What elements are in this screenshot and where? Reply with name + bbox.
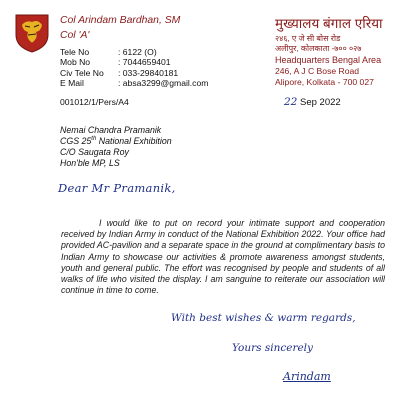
salutation: Dear Mr Pramanik, — [58, 181, 176, 195]
letter-body: I would like to put on record your intimate support and cooperation received by Indian Army in conduct of the National Exhibition 2022. Your office had provided AC-pavilion and a separate space in the ground at complimentary basis to Indian Army to showcase our activities & promote awareness amongst students, youth and general public. The effort was recognised by people and students of all walks of life who visited the display. I am sanguine to reiterate our association will continue in time to come. — [61, 218, 385, 296]
letter-date — [284, 96, 341, 108]
sender-name: Col Arindam Bardhan, SM — [60, 15, 181, 26]
contact-label: E Mail — [60, 77, 84, 88]
signature: Arindam — [283, 370, 331, 383]
reference-number: 001012/1/Pers/A4 — [60, 97, 129, 107]
addressee-designation: CGS 25th National Exhibition — [60, 136, 172, 146]
hq-city-hindi: अलीपुर, कोलकाता -७०० ०२७ — [275, 44, 362, 53]
addressee-care-of: C/O Saugata Roy — [60, 147, 129, 157]
hq-title: Headquarters Bengal Area — [275, 55, 382, 65]
hq-city: Alipore, Kolkata - 700 027 — [275, 77, 374, 87]
contact-value: : absa3299@gmail.com — [118, 77, 209, 88]
hq-address: 246, A J C Bose Road — [275, 66, 360, 76]
contact-label: Tele No — [60, 47, 90, 57]
addressee-mp: Hon'ble MP, LS — [60, 158, 120, 168]
date-day: 22 — [284, 96, 298, 108]
hq-name-hindi: मुख्यालय बंगाल एरिया — [275, 16, 383, 31]
addressee-block — [60, 125, 172, 169]
bengal-area-emblem — [14, 13, 50, 53]
contact-value: : 6122 (O) — [118, 47, 157, 57]
hq-address-hindi: २४६, ए जे सी बोस रोड — [275, 34, 341, 43]
sender-appointment: Col 'A' — [60, 30, 90, 41]
closing-regards: With best wishes & warm regards, — [171, 312, 356, 324]
contact-label: Mob No — [60, 57, 91, 68]
contact-value: : 7044659401 — [118, 57, 171, 68]
yours-sincerely: Yours sincerely — [232, 342, 313, 354]
date-month-year: Sep 2022 — [300, 97, 341, 108]
contact-label: Civ Tele No — [60, 67, 104, 78]
contact-value: : 033-29840181 — [118, 67, 179, 78]
addressee-name: Nemai Chandra Pramanik — [60, 125, 162, 135]
